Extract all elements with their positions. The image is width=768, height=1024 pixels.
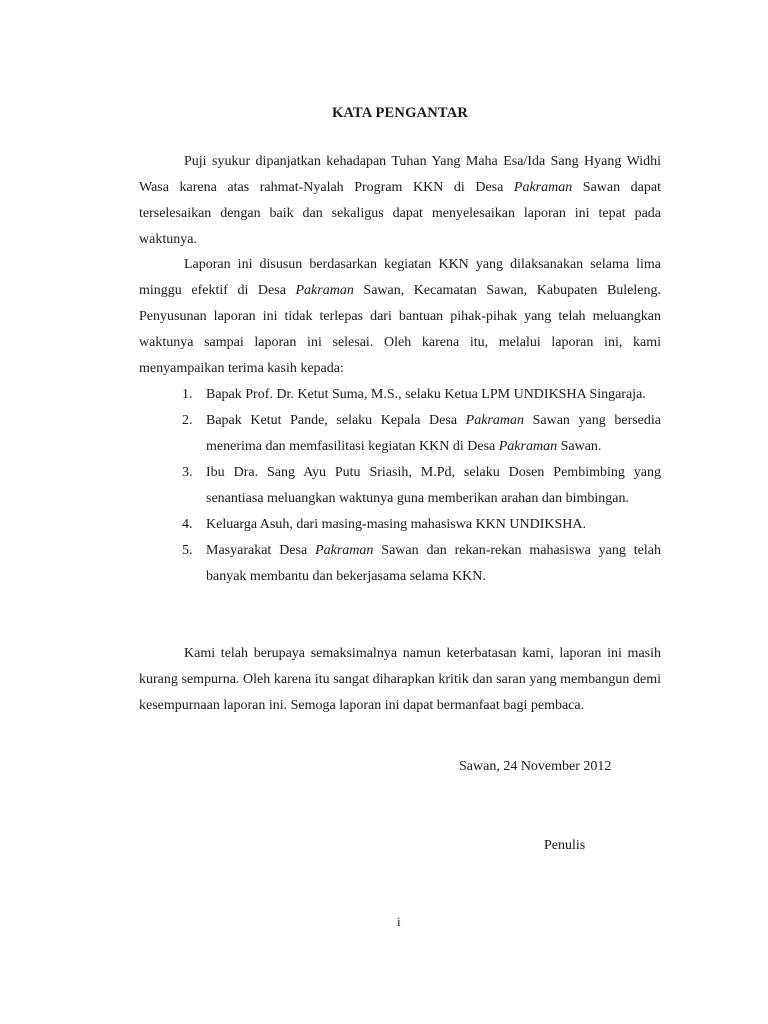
list-item-text: Masyarakat Desa: [206, 543, 316, 558]
list-item: [182, 512, 661, 538]
page-number: i: [397, 914, 401, 929]
list-item-text: Bapak Prof. Dr. Ketut Suma, M.S., selaku Ketua LPM UNDIKSHA Singaraja.: [206, 387, 646, 402]
list-item-number: 2.: [182, 413, 193, 428]
list-item-number: 5.: [182, 543, 193, 558]
paragraph-2: [139, 252, 661, 382]
paragraph-2-italic: Pakraman: [295, 283, 354, 298]
paragraph-1-italic: Pakraman: [513, 180, 573, 195]
paragraph-2-text-b: Sawan, Kecamatan Sawan, Kabupaten Buleleng. Penyusunan laporan ini tidak terlepas dari bantuan pihak-pihak yang telah meluangkan waktunya sampai laporan ini selesai. Oleh karena itu, melalui laporan ini, kami menyampaikan terima kasih kepada:: [139, 283, 662, 376]
list-item: [182, 408, 661, 460]
sign-place-date: Sawan, 24 November 2012: [459, 759, 612, 774]
acknowledgement-list: [182, 382, 661, 590]
list-item-italic: Pakraman: [498, 439, 558, 454]
list-item: [182, 538, 661, 590]
list-item-text: Ibu Dra. Sang Ayu Putu Sriasih, M.Pd, selaku Dosen Pembimbing yang senantiasa meluangkan waktunya guna memberikan arahan dan bimbingan.: [206, 465, 661, 506]
list-item-italic: Pakraman: [315, 543, 374, 558]
paragraph-3: [139, 641, 661, 719]
page-title: KATA PENGANTAR: [331, 105, 469, 121]
list-item-text: Sawan.: [557, 439, 602, 454]
list-item: [182, 460, 661, 512]
signer-name: Penulis: [544, 838, 586, 853]
list-item-number: 4.: [182, 517, 193, 532]
paragraph-1: [139, 149, 661, 253]
list-item-text: Bapak Ketut Pande, selaku Kepala Desa: [206, 413, 466, 428]
list-item-number: 3.: [182, 465, 193, 480]
list-item-italic: Pakraman: [465, 413, 524, 428]
list-item-text: Sawan dan rekan-rekan mahasiswa yang telah banyak membantu dan bekerjasama selama KKN.: [206, 543, 661, 584]
list-item-number: 1.: [182, 387, 193, 402]
list-item-text: Keluarga Asuh, dari masing-masing mahasiswa KKN UNDIKSHA.: [206, 517, 587, 532]
paragraph-3-text: Kami telah berupaya semaksimalnya namun keterbatasan kami, laporan ini masih kurang sempurna. Oleh karena itu sangat diharapkan kritik dan saran yang membangun demi kesempurnaan laporan ini. Semoga laporan ini dapat bermanfaat bagi pembaca.: [139, 646, 661, 713]
paragraph-1-text-a: Puji syukur dipanjatkan kehadapan Tuhan Yang Maha Esa/Ida Sang Hyang Widhi Wasa karena atas rahmat-Nyalah Program KKN di Desa: [139, 154, 661, 195]
list-item: [182, 382, 661, 408]
list-item-text: Sawan yang bersedia menerima dan memfasilitasi kegiatan KKN di Desa: [206, 413, 661, 454]
paragraph-1-text-b: Sawan dapat terselesaikan dengan baik dan sekaligus dapat menyelesaikan laporan ini tepat pada waktunya.: [139, 180, 661, 247]
paragraph-2-text-a: Laporan ini disusun berdasarkan kegiatan KKN yang dilaksanakan selama lima minggu efektif di Desa: [139, 257, 661, 298]
